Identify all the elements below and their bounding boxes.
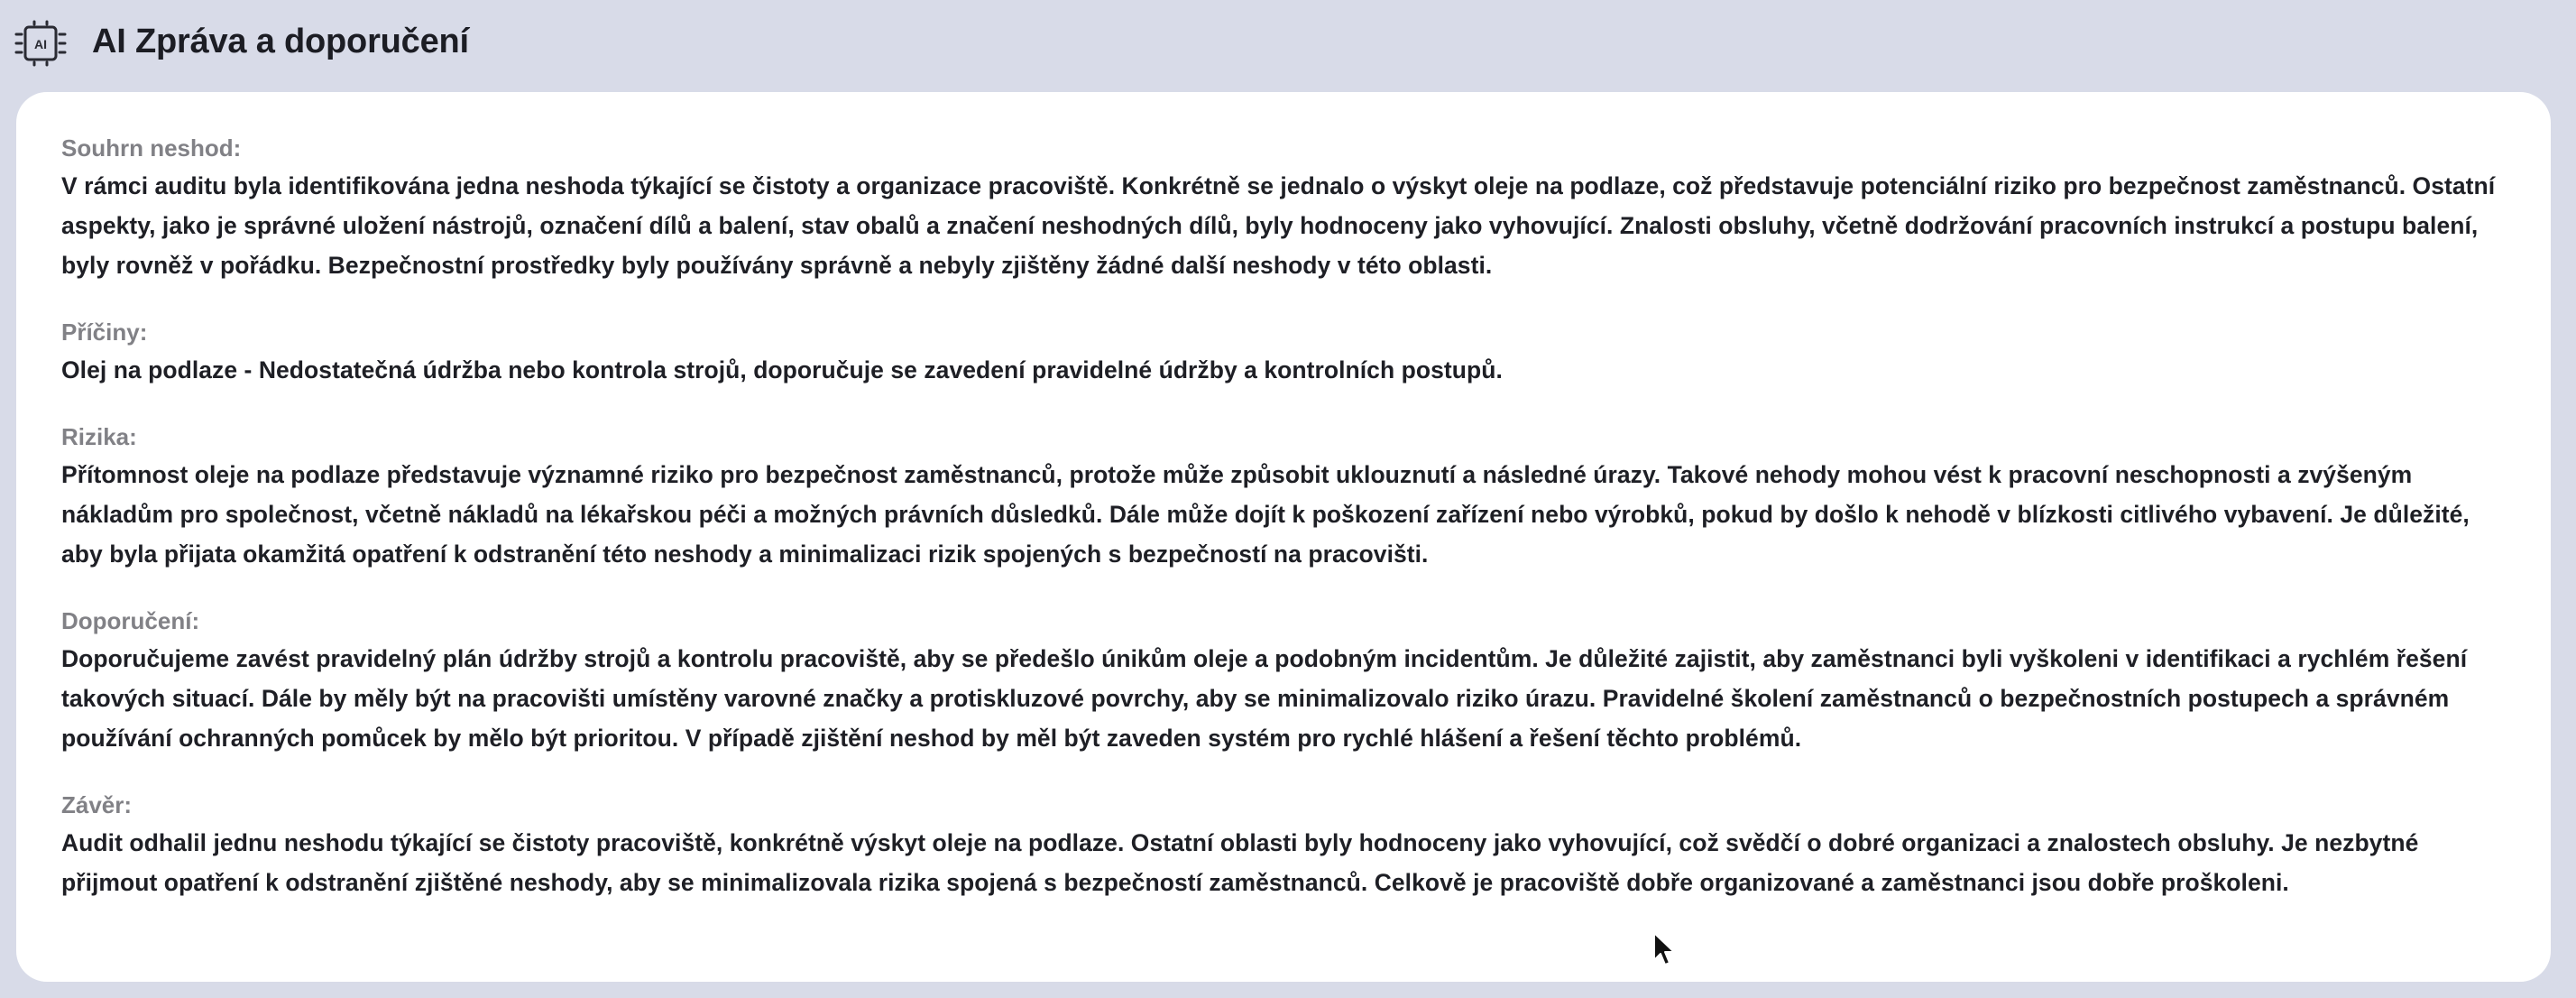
section-text: Olej na podlaze - Nedostatečná údržba nebo kontrola strojů, doporučuje se zavedení pravidelné údržby a kontrolních postupů. xyxy=(61,356,1503,383)
report-card xyxy=(16,92,2551,982)
ai-chip-icon-label: AI xyxy=(34,37,47,51)
section-label: Souhrn neshod: xyxy=(61,134,242,162)
page-title: AI Zpráva a doporučení xyxy=(92,23,469,60)
section-risks xyxy=(61,419,2515,574)
mouse-pointer-icon xyxy=(1652,931,1676,967)
section-text: Doporučujeme zavést pravidelný plán údržby strojů a kontrolu pracoviště, aby se předešlo únikům oleje a podobným incidentům. Je důležité zajistit, aby zaměstnanci byli vyškoleni v identifikaci a rychlém řešení takových situací. Dále by měly být na pracovišti umístěny varovné značky a protiskluzové povrchy, aby se minimalizovalo riziko úrazu. Pravidelné školení zaměstnanců o bezpečnostních postupech a správném používání ochranných pomůcek by mělo být prioritou. V případě zjištění neshod by měl být zaveden systém pro rychlé hlášení a řešení těchto problémů. xyxy=(61,645,2468,752)
section-recommendations xyxy=(61,603,2515,758)
section-label: Rizika: xyxy=(61,423,137,450)
section-summary xyxy=(61,130,2515,285)
section-label: Příčiny: xyxy=(61,319,148,346)
section-conclusion xyxy=(61,787,2515,902)
section-text: Audit odhalil jednu neshodu týkající se čistoty pracoviště, konkrétně výskyt oleje na podlaze. Ostatní oblasti byly hodnoceny jako vyhovující, což svědčí o dobré organizaci a znalostech obsluhy. Je nezbytné přijmout opatření k odstranění zjištěné neshody, aby se minimalizovala rizika spojená s bezpečností zaměstnanců. Celkově je pracoviště dobře organizované a zaměstnanci jsou dobře proškoleni. xyxy=(61,829,2419,896)
section-label: Doporučení: xyxy=(61,607,200,634)
section-text: V rámci auditu byla identifikována jedna neshoda týkající se čistoty a organizace pracoviště. Konkrétně se jednalo o výskyt oleje na podlaze, což představuje potenciální riziko pro bezpečnost zaměstnanců. Ostatní aspekty, jako je správné uložení nástrojů, označení dílů a balení, stav obalů a značení neshodných dílů, byly hodnoceny jako vyhovující. Znalosti obsluhy, včetně dodržování pracovních instrukcí a postupu balení, byly rovněž v pořádku. Bezpečnostní prostředky byly používány správně a nebyly zjištěny žádné další neshody v této oblasti. xyxy=(61,172,2496,279)
section-text: Přítomnost oleje na podlaze představuje významné riziko pro bezpečnost zaměstnanců, protože může způsobit uklouznutí a následné úrazy. Takové nehody mohou vést k pracovní neschopnosti a zvýšeným nákladům pro společnost, včetně nákladů na lékařskou péči a možných právních důsledků. Dále může dojít k poškození zařízení nebo výrobků, pokud by došlo k nehodě v blízkosti citlivého vybavení. Je důležité, aby byla přijata okamžitá opatření k odstranění této neshody a minimalizaci rizik spojených s bezpečností na pracovišti. xyxy=(61,461,2470,568)
report-header xyxy=(0,0,2576,87)
section-causes xyxy=(61,314,2515,390)
ai-chip-icon xyxy=(14,20,67,67)
section-label: Závěr: xyxy=(61,791,133,818)
